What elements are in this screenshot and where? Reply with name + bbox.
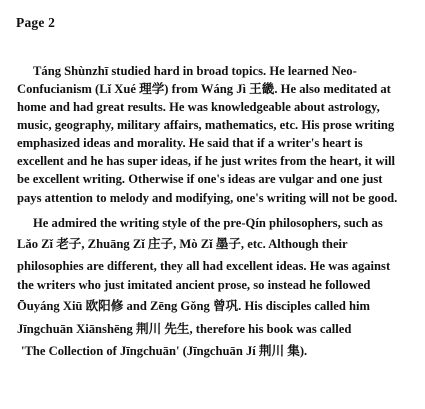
paragraph-2-line-3: philosophies are different, they all had excellent ideas. He was against (17, 259, 391, 273)
paragraph-1-line-6: excellent and he has super ideas, if he just writes from the heart, it will (17, 154, 396, 168)
paragraph-2-line-6: Jīngchuān Xiānshēng 荆川 先生, therefore his book was called (17, 322, 352, 336)
paragraph-2-line-5: Ōuyáng Xiū 欧阳修 and Zēng Gǒng 曾巩. His disciples called him (17, 299, 371, 313)
paragraph-2-line-4: the writers who just imitated ancient prose, so instead he followed (17, 278, 371, 292)
paragraph-1-line-4: music, geography, military affairs, mathematics, etc. His prose writing (17, 118, 395, 132)
paragraph-1-line-1: Táng Shùnzhī studied hard in broad topics. He learned Neo- (33, 64, 357, 78)
paragraph-1-line-5: emphasized ideas and morality. He said that if a writer's heart is (17, 136, 363, 150)
paragraph-2-line-1: He admired the writing style of the pre-Qín philosophers, such as (33, 216, 383, 230)
paragraph-1-line-7: be excellent writing. Otherwise if one's ideas are vulgar and one just (17, 172, 383, 186)
page-number-label: Page 2 (16, 15, 56, 30)
paragraph-2-line-2: Lǎo Zǐ 老子, Zhuāng Zǐ 庄子, Mò Zǐ 墨子, etc. Although their (17, 237, 348, 251)
paragraph-1-line-3: home and had great results. He was knowledgeable about astrology, (17, 100, 380, 114)
paragraph-1-line-2: Confucianism (Lǐ Xué 理学) from Wáng Jì 王畿. He also meditated at (17, 82, 391, 96)
paragraph-1-line-8: pays attention to melody and modifying, one's writing will not be good. (17, 191, 398, 205)
paragraph-2-line-7: 'The Collection of Jīngchuān' (Jīngchuān Jí 荆川 集). (21, 344, 308, 358)
